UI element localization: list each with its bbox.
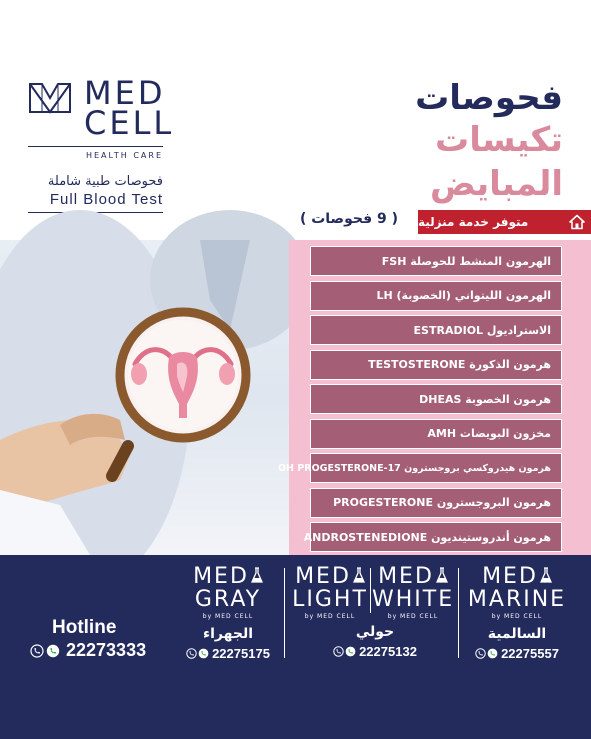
test-item bbox=[310, 315, 562, 345]
arabic-comprehensive-title: فحوصات طبية شاملة bbox=[47, 174, 163, 189]
logo-line-1: MED bbox=[84, 74, 166, 112]
magnifier-uterus-photo bbox=[0, 240, 289, 555]
branch-brand-line2: LIGHT bbox=[292, 587, 368, 612]
flask-icon bbox=[353, 567, 365, 583]
whatsapp-icon bbox=[487, 648, 498, 659]
branch-gray bbox=[172, 565, 284, 661]
hotline-number[interactable]: 22273333 bbox=[66, 640, 147, 660]
home-service-text: متوفر خدمة منزلية bbox=[418, 215, 529, 229]
test-label: الهرمون المنشط للحوصلة FSH bbox=[381, 254, 551, 268]
branch-hawalli-contact bbox=[300, 624, 450, 659]
branch-brand-line2: GRAY bbox=[194, 587, 262, 612]
flask-icon bbox=[251, 567, 263, 583]
test-item bbox=[310, 384, 562, 414]
hotline-label: Hotline bbox=[52, 617, 117, 638]
medcell-logo bbox=[28, 74, 175, 213]
test-label: مخزون البويضات AMH bbox=[427, 427, 551, 440]
test-item bbox=[310, 281, 562, 311]
house-icon bbox=[569, 214, 585, 230]
logo-line-2: CELL bbox=[84, 104, 175, 142]
hotline-contact[interactable] bbox=[30, 640, 146, 661]
footer-divider bbox=[284, 568, 285, 658]
branch-name: حولي bbox=[355, 624, 395, 640]
english-comprehensive-title: Full Blood Test bbox=[28, 191, 163, 213]
page-title bbox=[415, 78, 563, 206]
branch-byline: by MED CELL bbox=[491, 613, 543, 620]
test-label: الهرمون الليتواني (الخصوبة) LH bbox=[376, 289, 551, 302]
whatsapp-icon bbox=[46, 644, 60, 658]
title-line-2: تكيسات bbox=[435, 120, 563, 160]
phone-icon bbox=[186, 648, 197, 659]
branch-phone[interactable] bbox=[300, 644, 450, 659]
branch-brand-line2: MARINE bbox=[467, 587, 567, 612]
branch-name: السالمية bbox=[487, 626, 547, 642]
branch-brand-line1: MED bbox=[372, 565, 454, 588]
test-item bbox=[310, 246, 562, 276]
tests-list bbox=[277, 246, 562, 557]
branch-brand-line1: MED bbox=[290, 565, 370, 588]
branch-byline: by MED CELL bbox=[387, 613, 439, 620]
branch-phone[interactable] bbox=[462, 646, 572, 661]
branch-name: الجهراء bbox=[202, 626, 254, 642]
branch-phone-number[interactable]: 22275175 bbox=[212, 646, 270, 661]
branch-byline: by MED CELL bbox=[202, 613, 254, 620]
title-line-3: المبايض bbox=[429, 164, 563, 204]
test-item bbox=[277, 453, 562, 483]
doctor-magnifier-illustration bbox=[0, 240, 289, 555]
test-item bbox=[303, 522, 562, 552]
test-item bbox=[310, 488, 562, 518]
branch-brand-line1: MED bbox=[172, 565, 284, 588]
branch-white bbox=[372, 565, 454, 620]
phone-icon bbox=[475, 648, 486, 659]
test-label: هرمون الذكورة TESTOSTERONE bbox=[368, 358, 551, 371]
medcell-logo-icon bbox=[28, 80, 72, 116]
phone-icon bbox=[30, 644, 44, 658]
branch-phone-number[interactable]: 22275557 bbox=[501, 646, 559, 661]
title-line-1: فحوصات bbox=[415, 78, 563, 118]
test-label: هرمون البروجسترون PROGESTERONE bbox=[333, 496, 551, 509]
logo-tagline: HEALTH CARE bbox=[28, 146, 163, 160]
branch-light bbox=[290, 565, 370, 620]
footer-divider bbox=[370, 568, 371, 613]
branch-marine bbox=[462, 565, 572, 661]
flask-icon bbox=[540, 567, 552, 583]
branch-brand-line2: WHITE bbox=[372, 587, 455, 612]
tests-count: ( 9 فحوصات ) bbox=[299, 211, 399, 227]
test-label: هرمون الخصوبة DHEAS bbox=[419, 392, 551, 406]
whatsapp-icon bbox=[198, 648, 209, 659]
test-item bbox=[310, 350, 562, 380]
test-item bbox=[310, 419, 562, 449]
branch-phone-number[interactable]: 22275132 bbox=[359, 644, 417, 659]
test-label: هرمون هيدروكسي بروجسترون 17-OH PROGESTERONE bbox=[277, 462, 551, 474]
branch-brand-line1: MED bbox=[462, 565, 572, 588]
branch-phone[interactable] bbox=[172, 646, 284, 661]
branch-byline: by MED CELL bbox=[304, 613, 356, 620]
footer-divider bbox=[458, 568, 459, 658]
test-label: الاستراديول ESTRADIOL bbox=[413, 323, 551, 337]
phone-icon bbox=[333, 646, 344, 657]
flask-icon bbox=[436, 567, 448, 583]
whatsapp-icon bbox=[345, 646, 356, 657]
test-label: هرمون أندروستينديون ANDROSTENEDIONE bbox=[303, 530, 551, 544]
home-service-badge bbox=[418, 210, 591, 234]
